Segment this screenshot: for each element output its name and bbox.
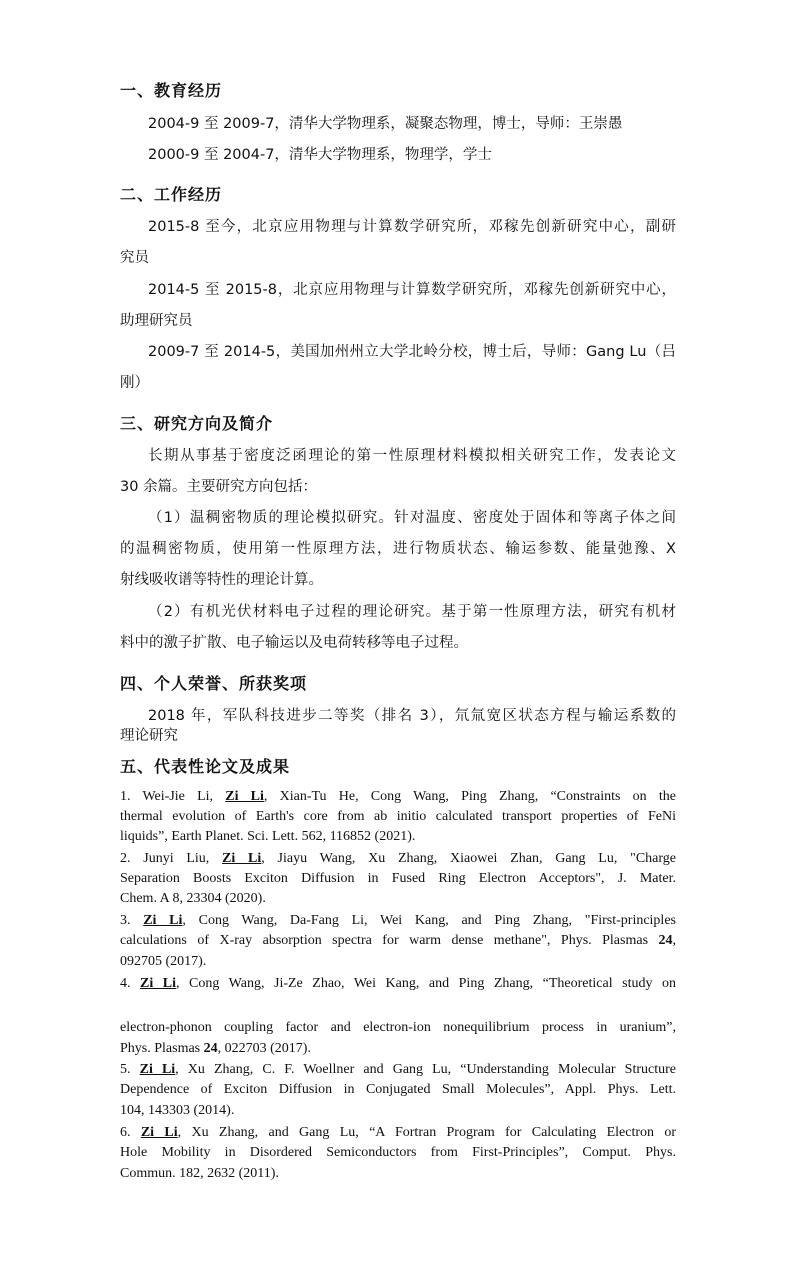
research-heading: 三、研究方向及简介 xyxy=(120,414,274,433)
research-line: 30 余篇。主要研究方向包括： xyxy=(120,479,318,495)
paper-1-line: 1. Wei-Jie Li, Zi Li, Xian-Tu He, Cong Wang, Ping Zhang, “Constraints on the xyxy=(120,789,676,804)
work-line: 2015-8 至今，北京应用物理与计算数学研究所，邓稼先创新研究中心，副研 xyxy=(148,219,676,235)
work-line: 究员 xyxy=(120,250,149,266)
paper-2-line: Separation Boosts Exciton Diffusion in Fused Ring Electron Acceptors", J. Mater. xyxy=(120,871,676,886)
education-heading: 一、教育经历 xyxy=(120,81,223,100)
education-line: 2000-9 至 2004-7，清华大学物理系，物理学，学士 xyxy=(148,147,492,163)
paper-5-line: 104, 143303 (2014). xyxy=(120,1103,235,1118)
paper-6-line: Commun. 182, 2632 (2011). xyxy=(120,1166,279,1181)
work-heading: 二、工作经历 xyxy=(120,185,223,204)
paper-4-line: 4. Zi Li, Cong Wang, Ji-Ze Zhao, Wei Kang, and Ping Zhang, “Theoretical study on xyxy=(120,976,676,991)
paper-2-line: Chem. A 8, 23304 (2020). xyxy=(120,891,266,906)
paper-1-line: thermal evolution of Earth's core from ab initio calculated transport properties of FeNi xyxy=(120,809,676,824)
papers-heading: 五、代表性论文及成果 xyxy=(120,757,291,776)
self-author: Zi Li xyxy=(225,789,264,804)
paper-4-line: electron-phonon coupling factor and electron-ion nonequilibrium process in uranium”, xyxy=(120,1020,676,1035)
work-line: 刚） xyxy=(120,375,149,391)
paper-3-line: calculations of X-ray absorption spectra for warm dense methane", Phys. Plasmas 24, xyxy=(120,933,676,948)
research-line: 射线吸收谱等特性的理论计算。 xyxy=(120,572,323,588)
research-line: 的温稠密物质，使用第一性原理方法，进行物质状态、输运参数、能量弛豫、X xyxy=(120,541,676,557)
paper-5-line: Dependence of Exciton Diffusion in Conjugated Small Molecules”, Appl. Phys. Lett. xyxy=(120,1082,676,1097)
paper-2-line: 2. Junyi Liu, Zi Li, Jiayu Wang, Xu Zhang, Xiaowei Zhan, Gang Lu, "Charge xyxy=(120,851,676,866)
self-author: Zi Li xyxy=(143,913,183,928)
self-author: Zi Li xyxy=(140,976,177,991)
paper-6-line: Hole Mobility in Disordered Semiconductors from First-Principles”, Comput. Phys. xyxy=(120,1145,676,1160)
paper-6-line: 6. Zi Li, Xu Zhang, and Gang Lu, “A Fortran Program for Calculating Electron or xyxy=(120,1125,677,1140)
honors-line: 理论研究 xyxy=(120,728,178,744)
research-line: （2）有机光伏材料电子过程的理论研究。基于第一性原理方法，研究有机材 xyxy=(148,604,676,620)
self-author: Zi Li xyxy=(222,851,262,866)
paper-4-line: Phys. Plasmas 24, 022703 (2017). xyxy=(120,1041,311,1056)
paper-1-line: liquids”, Earth Planet. Sci. Lett. 562, 116852 (2021). xyxy=(120,829,416,844)
honors-line: 2018 年，军队科技进步二等奖（排名 3），氘氚宽区状态方程与输运系数的 xyxy=(148,708,676,724)
paper-3-line: 092705 (2017). xyxy=(120,954,207,969)
self-author: Zi Li xyxy=(140,1125,178,1140)
research-line: 料中的激子扩散、电子输运以及电荷转移等电子过程。 xyxy=(120,635,468,651)
honors-heading: 四、个人荣誉、所获奖项 xyxy=(120,674,308,693)
self-author: Zi Li xyxy=(139,1062,176,1077)
research-line: 长期从事基于密度泛函理论的第一性原理材料模拟相关研究工作，发表论文 xyxy=(148,448,676,464)
work-line: 2014-5 至 2015-8，北京应用物理与计算数学研究所，邓稼先创新研究中心， xyxy=(148,282,676,298)
education-line: 2004-9 至 2009-7，清华大学物理系，凝聚态物理，博士，导师：王崇愚 xyxy=(148,116,623,132)
work-line: 助理研究员 xyxy=(120,313,193,329)
work-line: 2009-7 至 2014-5，美国加州州立大学北岭分校，博士后，导师：Gang Lu（吕 xyxy=(148,344,676,360)
research-line: （1）温稠密物质的理论模拟研究。针对温度、密度处于固体和等离子体之间 xyxy=(148,510,676,526)
paper-5-line: 5. Zi Li, Xu Zhang, C. F. Woellner and Gang Lu, “Understanding Molecular Structure xyxy=(120,1062,676,1077)
paper-3-line: 3. Zi Li, Cong Wang, Da-Fang Li, Wei Kang, and Ping Zhang, "First-principles xyxy=(120,913,676,928)
